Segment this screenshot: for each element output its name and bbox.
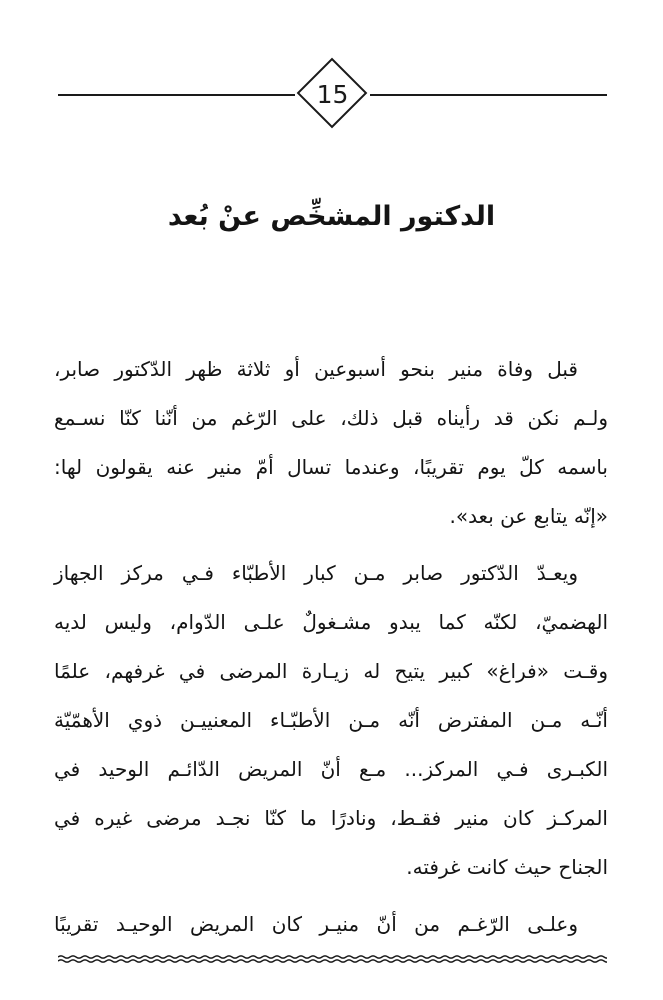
text-line: قبل وفاة منير بنحو أسبوعين أو ثلاثة ظهر الدّكتور صابر، [54,357,578,381]
text-line: الهضميّ، لكنّه كما يبدو مشـغولٌ علـى الدّوام، وليس لديه [54,610,608,634]
text-line: «إنّه يتابع عن بعد». [449,504,608,528]
paragraph-3 [54,900,608,949]
text-line: الكبـرى فـي المركز... مـع أنّ المريض الدّائـم الوحيد في [54,757,608,781]
body-text [54,345,608,949]
text-line: وقـت «فراغ» كبير يتيح له زيـارة المرضى في غرفهم، علمًا [54,659,608,683]
paragraph-1 [54,345,608,541]
wave-line-upper [58,956,607,958]
chapter-title: الدكتور المشخِّص عنْ بُعد [167,201,496,232]
paragraph-2 [54,549,608,892]
text-line: ويعـدّ الدّكتور صابر مـن كبار الأطبّاء فـي مركز الجهاز [54,561,578,585]
chapter-number: 15 [316,80,349,109]
text-line: باسمه كلّ يوم تقريبًا، وعندما تسال أمّ منير عنه يقولون لها: [54,455,608,479]
wave-line-lower [58,960,607,962]
text-line: المركـز كان منير فقـط، ونادرًا ما كنّا نجـد مرضى غيره في [54,806,608,830]
chapter-header [58,57,607,133]
wavy-bottom-border [58,954,607,964]
text-line: وعلـى الرّغـم من أنّ منيـر كان المريض الوحيـد تقريبًا [54,912,578,936]
header-rule-right [370,94,607,96]
text-line: أنّـه مـن المفترض أنّه مـن الأطبّـاء المعنييـن ذوي الأهمّيّة [54,708,608,732]
header-rule-left [58,94,295,96]
text-line: ولـم نكن قد رأيناه قبل ذلك، على الرّغم من أنّنا كنّا نسـمع [54,406,608,430]
text-line: الجناح حيث كانت غرفته. [406,855,608,879]
